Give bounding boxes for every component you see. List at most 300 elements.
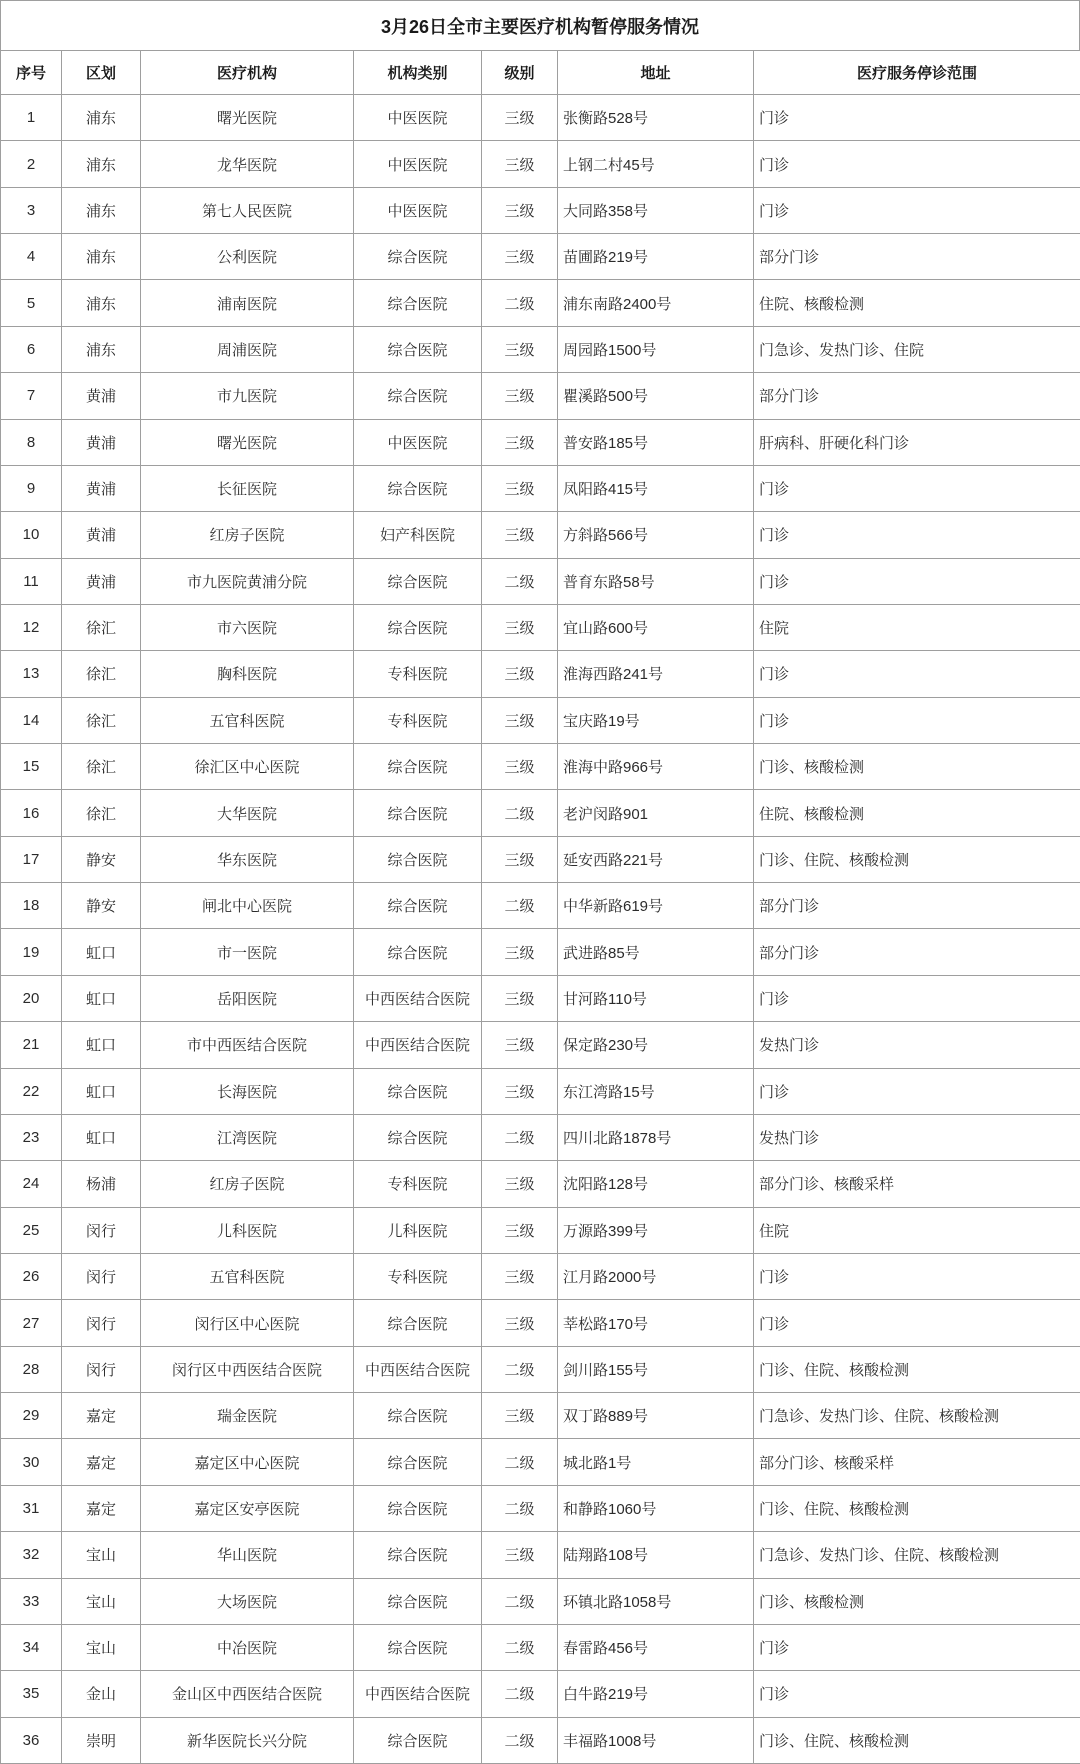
column-header-institution: 医疗机构	[141, 51, 354, 95]
cell-index: 7	[1, 373, 62, 419]
cell-category: 综合医院	[354, 558, 482, 604]
cell-index: 19	[1, 929, 62, 975]
cell-suspended-scope: 部分门诊、核酸采样	[754, 1161, 1080, 1207]
table-row	[1, 790, 1080, 836]
cell-address: 江月路2000号	[558, 1253, 754, 1299]
cell-institution: 市九医院	[141, 373, 354, 419]
cell-suspended-scope: 门诊	[754, 1624, 1080, 1670]
cell-suspended-scope: 部分门诊	[754, 883, 1080, 929]
cell-level: 三级	[482, 1068, 558, 1114]
cell-address: 城北路1号	[558, 1439, 754, 1485]
cell-address: 万源路399号	[558, 1207, 754, 1253]
cell-address: 延安西路221号	[558, 836, 754, 882]
cell-address: 周园路1500号	[558, 326, 754, 372]
cell-category: 中医医院	[354, 187, 482, 233]
cell-institution: 周浦医院	[141, 326, 354, 372]
table-row	[1, 1300, 1080, 1346]
cell-institution: 红房子医院	[141, 512, 354, 558]
cell-level: 二级	[482, 1624, 558, 1670]
table-row	[1, 512, 1080, 558]
cell-district: 黄浦	[62, 373, 141, 419]
cell-index: 12	[1, 604, 62, 650]
cell-level: 三级	[482, 326, 558, 372]
cell-category: 综合医院	[354, 1578, 482, 1624]
cell-district: 虹口	[62, 929, 141, 975]
cell-category: 综合医院	[354, 1300, 482, 1346]
cell-district: 徐汇	[62, 790, 141, 836]
cell-address: 甘河路110号	[558, 975, 754, 1021]
cell-institution: 市六医院	[141, 604, 354, 650]
table-row	[1, 1068, 1080, 1114]
cell-index: 27	[1, 1300, 62, 1346]
column-header-district: 区划	[62, 51, 141, 95]
cell-district: 浦东	[62, 326, 141, 372]
cell-index: 29	[1, 1393, 62, 1439]
cell-index: 5	[1, 280, 62, 326]
cell-level: 三级	[482, 95, 558, 141]
cell-institution: 江湾医院	[141, 1114, 354, 1160]
cell-suspended-scope: 住院、核酸检测	[754, 790, 1080, 836]
cell-address: 上钢二村45号	[558, 141, 754, 187]
cell-institution: 五官科医院	[141, 697, 354, 743]
cell-district: 徐汇	[62, 604, 141, 650]
cell-level: 二级	[482, 1717, 558, 1763]
cell-institution: 长海医院	[141, 1068, 354, 1114]
table-row	[1, 95, 1080, 141]
table-row	[1, 141, 1080, 187]
cell-institution: 闵行区中西医结合医院	[141, 1346, 354, 1392]
cell-address: 宜山路600号	[558, 604, 754, 650]
cell-district: 虹口	[62, 1068, 141, 1114]
cell-suspended-scope: 门诊、住院、核酸检测	[754, 1485, 1080, 1531]
cell-address: 四川北路1878号	[558, 1114, 754, 1160]
cell-level: 三级	[482, 512, 558, 558]
cell-category: 综合医院	[354, 604, 482, 650]
table-row	[1, 604, 1080, 650]
cell-category: 综合医院	[354, 326, 482, 372]
cell-institution: 长征医院	[141, 465, 354, 511]
cell-institution: 徐汇区中心医院	[141, 744, 354, 790]
cell-institution: 市一医院	[141, 929, 354, 975]
cell-level: 二级	[482, 1485, 558, 1531]
cell-category: 综合医院	[354, 744, 482, 790]
cell-index: 3	[1, 187, 62, 233]
table-row	[1, 1671, 1080, 1717]
cell-district: 嘉定	[62, 1439, 141, 1485]
cell-address: 张衡路528号	[558, 95, 754, 141]
cell-index: 10	[1, 512, 62, 558]
cell-index: 2	[1, 141, 62, 187]
cell-index: 14	[1, 697, 62, 743]
cell-level: 二级	[482, 1671, 558, 1717]
cell-institution: 市中西医结合医院	[141, 1022, 354, 1068]
cell-level: 二级	[482, 883, 558, 929]
cell-institution: 公利医院	[141, 234, 354, 280]
cell-level: 二级	[482, 558, 558, 604]
cell-index: 4	[1, 234, 62, 280]
cell-district: 浦东	[62, 234, 141, 280]
table-row	[1, 326, 1080, 372]
cell-district: 徐汇	[62, 697, 141, 743]
cell-suspended-scope: 门诊	[754, 1253, 1080, 1299]
cell-level: 三级	[482, 1161, 558, 1207]
cell-category: 综合医院	[354, 280, 482, 326]
cell-category: 专科医院	[354, 651, 482, 697]
cell-level: 三级	[482, 465, 558, 511]
cell-district: 杨浦	[62, 1161, 141, 1207]
cell-address: 沈阳路128号	[558, 1161, 754, 1207]
table-row	[1, 234, 1080, 280]
cell-index: 13	[1, 651, 62, 697]
cell-suspended-scope: 门诊	[754, 651, 1080, 697]
cell-address: 白牛路219号	[558, 1671, 754, 1717]
cell-level: 三级	[482, 836, 558, 882]
cell-district: 虹口	[62, 975, 141, 1021]
cell-category: 中西医结合医院	[354, 1671, 482, 1717]
cell-suspended-scope: 发热门诊	[754, 1114, 1080, 1160]
cell-category: 专科医院	[354, 697, 482, 743]
table-row	[1, 697, 1080, 743]
cell-district: 崇明	[62, 1717, 141, 1763]
cell-category: 综合医院	[354, 1114, 482, 1160]
cell-district: 闵行	[62, 1253, 141, 1299]
cell-address: 淮海西路241号	[558, 651, 754, 697]
cell-district: 浦东	[62, 141, 141, 187]
cell-institution: 市九医院黄浦分院	[141, 558, 354, 604]
table-row	[1, 1207, 1080, 1253]
table-row	[1, 651, 1080, 697]
cell-level: 三级	[482, 419, 558, 465]
cell-level: 三级	[482, 604, 558, 650]
cell-category: 专科医院	[354, 1161, 482, 1207]
column-header-suspended-scope: 医疗服务停诊范围	[754, 51, 1080, 95]
table-row	[1, 1393, 1080, 1439]
cell-address: 武进路85号	[558, 929, 754, 975]
cell-category: 综合医院	[354, 790, 482, 836]
cell-suspended-scope: 门急诊、发热门诊、住院、核酸检测	[754, 1532, 1080, 1578]
cell-address: 淮海中路966号	[558, 744, 754, 790]
cell-address: 莘松路170号	[558, 1300, 754, 1346]
cell-level: 三级	[482, 929, 558, 975]
cell-address: 苗圃路219号	[558, 234, 754, 280]
cell-suspended-scope: 门诊、住院、核酸检测	[754, 836, 1080, 882]
cell-suspended-scope: 部分门诊	[754, 373, 1080, 419]
cell-address: 环镇北路1058号	[558, 1578, 754, 1624]
cell-institution: 华山医院	[141, 1532, 354, 1578]
cell-suspended-scope: 门诊	[754, 558, 1080, 604]
cell-district: 黄浦	[62, 512, 141, 558]
cell-address: 东江湾路15号	[558, 1068, 754, 1114]
cell-index: 36	[1, 1717, 62, 1763]
table-row	[1, 187, 1080, 233]
cell-level: 二级	[482, 1114, 558, 1160]
cell-address: 双丁路889号	[558, 1393, 754, 1439]
cell-category: 中西医结合医院	[354, 975, 482, 1021]
cell-level: 二级	[482, 1439, 558, 1485]
cell-district: 闵行	[62, 1207, 141, 1253]
cell-address: 丰福路1008号	[558, 1717, 754, 1763]
cell-level: 二级	[482, 1578, 558, 1624]
table-row	[1, 1532, 1080, 1578]
cell-category: 专科医院	[354, 1253, 482, 1299]
table-row	[1, 1022, 1080, 1068]
cell-category: 中西医结合医院	[354, 1346, 482, 1392]
cell-address: 春雷路456号	[558, 1624, 754, 1670]
cell-district: 虹口	[62, 1022, 141, 1068]
table-row	[1, 1485, 1080, 1531]
cell-suspended-scope: 门诊、核酸检测	[754, 1578, 1080, 1624]
cell-level: 二级	[482, 1346, 558, 1392]
cell-suspended-scope: 部分门诊、核酸采样	[754, 1439, 1080, 1485]
table-row	[1, 744, 1080, 790]
cell-suspended-scope: 门诊	[754, 95, 1080, 141]
cell-category: 综合医院	[354, 465, 482, 511]
cell-level: 三级	[482, 1393, 558, 1439]
table-row	[1, 1114, 1080, 1160]
cell-category: 综合医院	[354, 929, 482, 975]
cell-address: 中华新路619号	[558, 883, 754, 929]
cell-category: 综合医院	[354, 1485, 482, 1531]
cell-address: 方斜路566号	[558, 512, 754, 558]
cell-index: 33	[1, 1578, 62, 1624]
cell-index: 17	[1, 836, 62, 882]
cell-suspended-scope: 门诊	[754, 1671, 1080, 1717]
cell-district: 黄浦	[62, 558, 141, 604]
cell-institution: 岳阳医院	[141, 975, 354, 1021]
cell-district: 徐汇	[62, 744, 141, 790]
cell-institution: 五官科医院	[141, 1253, 354, 1299]
suspension-table	[0, 50, 1080, 1764]
table-row	[1, 1717, 1080, 1763]
cell-index: 22	[1, 1068, 62, 1114]
cell-level: 三级	[482, 744, 558, 790]
cell-level: 三级	[482, 651, 558, 697]
cell-suspended-scope: 发热门诊	[754, 1022, 1080, 1068]
cell-suspended-scope: 部分门诊	[754, 929, 1080, 975]
cell-level: 二级	[482, 280, 558, 326]
cell-category: 妇产科医院	[354, 512, 482, 558]
cell-address: 浦东南路2400号	[558, 280, 754, 326]
table-row	[1, 465, 1080, 511]
cell-district: 宝山	[62, 1624, 141, 1670]
cell-index: 11	[1, 558, 62, 604]
cell-district: 黄浦	[62, 465, 141, 511]
cell-suspended-scope: 部分门诊	[754, 234, 1080, 280]
cell-index: 28	[1, 1346, 62, 1392]
cell-suspended-scope: 门诊	[754, 975, 1080, 1021]
cell-institution: 嘉定区安亭医院	[141, 1485, 354, 1531]
column-header-category: 机构类别	[354, 51, 482, 95]
cell-level: 三级	[482, 1022, 558, 1068]
cell-index: 20	[1, 975, 62, 1021]
cell-category: 中医医院	[354, 141, 482, 187]
cell-category: 综合医院	[354, 234, 482, 280]
cell-level: 三级	[482, 1532, 558, 1578]
cell-address: 普育东路58号	[558, 558, 754, 604]
cell-index: 16	[1, 790, 62, 836]
cell-category: 中西医结合医院	[354, 1022, 482, 1068]
cell-index: 8	[1, 419, 62, 465]
cell-address: 瞿溪路500号	[558, 373, 754, 419]
cell-district: 浦东	[62, 187, 141, 233]
cell-district: 宝山	[62, 1578, 141, 1624]
cell-index: 23	[1, 1114, 62, 1160]
cell-category: 综合医院	[354, 1068, 482, 1114]
table-row	[1, 419, 1080, 465]
table-row	[1, 1253, 1080, 1299]
cell-district: 静安	[62, 836, 141, 882]
cell-level: 三级	[482, 141, 558, 187]
cell-level: 三级	[482, 373, 558, 419]
cell-index: 18	[1, 883, 62, 929]
cell-district: 闵行	[62, 1300, 141, 1346]
header-row	[1, 51, 1080, 95]
cell-institution: 闵行区中心医院	[141, 1300, 354, 1346]
cell-institution: 金山区中西医结合医院	[141, 1671, 354, 1717]
cell-category: 儿科医院	[354, 1207, 482, 1253]
cell-suspended-scope: 门诊	[754, 141, 1080, 187]
cell-category: 中医医院	[354, 419, 482, 465]
cell-level: 三级	[482, 1300, 558, 1346]
cell-category: 综合医院	[354, 1393, 482, 1439]
cell-index: 1	[1, 95, 62, 141]
cell-institution: 红房子医院	[141, 1161, 354, 1207]
table-row	[1, 558, 1080, 604]
cell-institution: 曙光医院	[141, 419, 354, 465]
cell-institution: 新华医院长兴分院	[141, 1717, 354, 1763]
cell-level: 三级	[482, 1207, 558, 1253]
cell-index: 21	[1, 1022, 62, 1068]
column-header-index: 序号	[1, 51, 62, 95]
cell-suspended-scope: 门诊	[754, 697, 1080, 743]
cell-suspended-scope: 门诊	[754, 187, 1080, 233]
cell-institution: 第七人民医院	[141, 187, 354, 233]
cell-index: 31	[1, 1485, 62, 1531]
cell-suspended-scope: 门诊	[754, 1300, 1080, 1346]
cell-institution: 中冶医院	[141, 1624, 354, 1670]
column-header-address: 地址	[558, 51, 754, 95]
cell-district: 黄浦	[62, 419, 141, 465]
table-row	[1, 280, 1080, 326]
cell-index: 26	[1, 1253, 62, 1299]
cell-institution: 儿科医院	[141, 1207, 354, 1253]
cell-address: 宝庆路19号	[558, 697, 754, 743]
cell-category: 综合医院	[354, 1532, 482, 1578]
cell-level: 三级	[482, 187, 558, 233]
cell-index: 9	[1, 465, 62, 511]
cell-index: 6	[1, 326, 62, 372]
cell-suspended-scope: 门诊	[754, 512, 1080, 558]
cell-district: 金山	[62, 1671, 141, 1717]
cell-address: 保定路230号	[558, 1022, 754, 1068]
table-header	[1, 51, 1080, 95]
cell-suspended-scope: 住院	[754, 1207, 1080, 1253]
cell-district: 静安	[62, 883, 141, 929]
cell-address: 大同路358号	[558, 187, 754, 233]
cell-category: 综合医院	[354, 1717, 482, 1763]
cell-suspended-scope: 门诊、核酸检测	[754, 744, 1080, 790]
cell-level: 二级	[482, 790, 558, 836]
cell-institution: 华东医院	[141, 836, 354, 882]
cell-address: 剑川路155号	[558, 1346, 754, 1392]
cell-district: 浦东	[62, 280, 141, 326]
cell-district: 虹口	[62, 1114, 141, 1160]
cell-category: 综合医院	[354, 1439, 482, 1485]
cell-index: 35	[1, 1671, 62, 1717]
cell-category: 综合医院	[354, 1624, 482, 1670]
cell-suspended-scope: 门急诊、发热门诊、住院	[754, 326, 1080, 372]
cell-district: 嘉定	[62, 1393, 141, 1439]
cell-level: 三级	[482, 975, 558, 1021]
table-body	[1, 95, 1080, 1764]
cell-district: 浦东	[62, 95, 141, 141]
cell-institution: 胸科医院	[141, 651, 354, 697]
cell-index: 25	[1, 1207, 62, 1253]
cell-district: 徐汇	[62, 651, 141, 697]
table-row	[1, 836, 1080, 882]
table-row	[1, 975, 1080, 1021]
table-row	[1, 1578, 1080, 1624]
cell-index: 32	[1, 1532, 62, 1578]
table-row	[1, 1346, 1080, 1392]
table-row	[1, 373, 1080, 419]
cell-institution: 曙光医院	[141, 95, 354, 141]
cell-suspended-scope: 门诊、住院、核酸检测	[754, 1717, 1080, 1763]
cell-suspended-scope: 门诊	[754, 465, 1080, 511]
table-row	[1, 1161, 1080, 1207]
table-row	[1, 883, 1080, 929]
cell-category: 综合医院	[354, 883, 482, 929]
cell-category: 综合医院	[354, 836, 482, 882]
cell-institution: 龙华医院	[141, 141, 354, 187]
cell-index: 34	[1, 1624, 62, 1670]
cell-institution: 浦南医院	[141, 280, 354, 326]
cell-suspended-scope: 门急诊、发热门诊、住院、核酸检测	[754, 1393, 1080, 1439]
table-row	[1, 1624, 1080, 1670]
table-row	[1, 929, 1080, 975]
column-header-level: 级别	[482, 51, 558, 95]
cell-suspended-scope: 门诊	[754, 1068, 1080, 1114]
cell-institution: 闸北中心医院	[141, 883, 354, 929]
cell-address: 老沪闵路901	[558, 790, 754, 836]
cell-category: 中医医院	[354, 95, 482, 141]
cell-institution: 嘉定区中心医院	[141, 1439, 354, 1485]
cell-district: 闵行	[62, 1346, 141, 1392]
cell-level: 三级	[482, 697, 558, 743]
cell-address: 凤阳路415号	[558, 465, 754, 511]
cell-suspended-scope: 肝病科、肝硬化科门诊	[754, 419, 1080, 465]
page-title: 3月26日全市主要医疗机构暂停服务情况	[0, 0, 1080, 50]
cell-district: 嘉定	[62, 1485, 141, 1531]
cell-institution: 大华医院	[141, 790, 354, 836]
cell-category: 综合医院	[354, 373, 482, 419]
cell-institution: 瑞金医院	[141, 1393, 354, 1439]
cell-level: 三级	[482, 234, 558, 280]
cell-district: 宝山	[62, 1532, 141, 1578]
cell-index: 30	[1, 1439, 62, 1485]
table-row	[1, 1439, 1080, 1485]
cell-suspended-scope: 门诊、住院、核酸检测	[754, 1346, 1080, 1392]
cell-level: 三级	[482, 1253, 558, 1299]
cell-index: 24	[1, 1161, 62, 1207]
cell-address: 和静路1060号	[558, 1485, 754, 1531]
cell-address: 陆翔路108号	[558, 1532, 754, 1578]
cell-suspended-scope: 住院	[754, 604, 1080, 650]
cell-institution: 大场医院	[141, 1578, 354, 1624]
cell-address: 普安路185号	[558, 419, 754, 465]
cell-index: 15	[1, 744, 62, 790]
cell-suspended-scope: 住院、核酸检测	[754, 280, 1080, 326]
